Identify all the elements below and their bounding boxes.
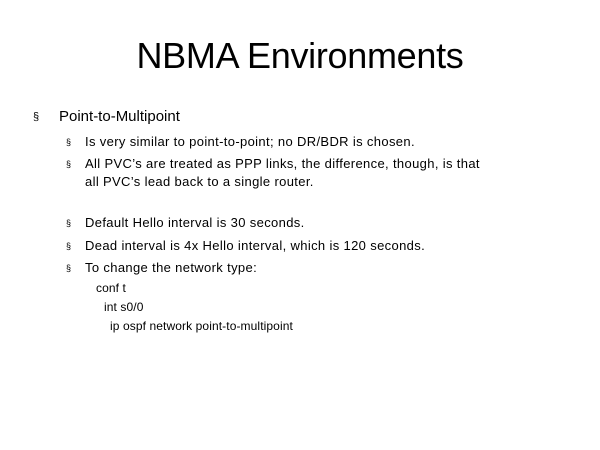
bullet-marker-icon: §: [66, 263, 72, 273]
bullet-marker-icon: §: [33, 111, 40, 123]
sub-bullet-text: To change the network type:: [85, 260, 258, 275]
command-line: conf t: [96, 281, 126, 295]
bullet-marker-icon: §: [66, 218, 72, 228]
sub-bullet-text: Default Hello interval is 30 seconds.: [85, 215, 305, 230]
bullet-marker-icon: §: [66, 241, 72, 251]
slide-title: NBMA Environments: [136, 35, 464, 76]
main-bullet-text: Point-to-Multipoint: [59, 108, 180, 125]
sub-bullet-text: Dead interval is 4x Hello interval, which is 120 seconds.: [85, 238, 426, 253]
bullet-marker-icon: §: [66, 159, 72, 169]
sub-bullet-text: Is very similar to point-to-point; no DR/BDR is chosen.: [85, 134, 415, 149]
command-line: ip ospf network point-to-multipoint: [110, 319, 293, 333]
command-line: int s0/0: [104, 300, 144, 314]
bullet-marker-icon: §: [66, 137, 72, 147]
sub-bullet-text: all PVC’s lead back to a single router.: [85, 174, 314, 189]
sub-bullet-text: All PVC’s are treated as PPP links, the difference, though, is that: [85, 156, 480, 171]
